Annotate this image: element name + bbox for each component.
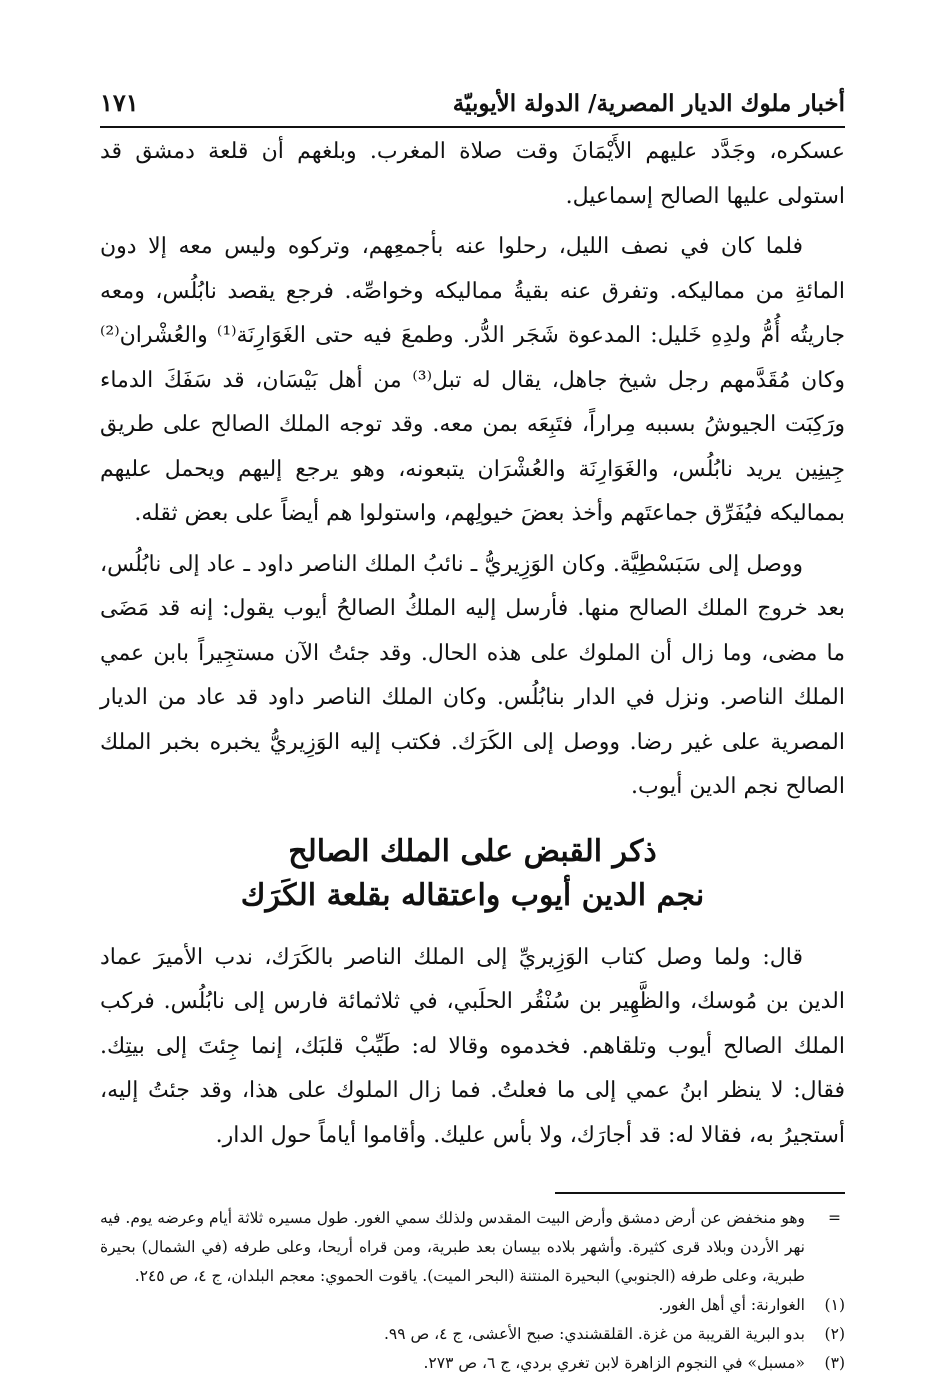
paragraph: عسكره، وجَدَّد عليهم الأَيْمَانَ وقت صلاة المغرب. وبلغهم أن قلعة دمشق قد استولى عليها الصالح إسماعيل.: [100, 139, 845, 209]
footnote-text: بدو البرية القريبة من غزة. القلقشندي: صبح الأعشى، ج ٤، ص ٩٩.: [383, 1325, 805, 1343]
footnote-number: (٣): [824, 1354, 845, 1372]
paragraph: فلما كان في نصف الليل، رحلوا عنه بأجمعِهم، وتركوه وليس معه إلا دون المائةِ من مماليكه. وتفرق عنه بقيةُ مماليكه وخواصِّه. فرجع يقصد نابُلُس، ومعه جاريتُه أُمُّ ولدِهِ خَليل: المدعوة شَجَر الدُّر. وطمعَ فيه حتى الغَوَارِنَة⁽¹⁾ والعُشْران⁽²⁾ وكان مُقَدَّمهم رجل شيخ جاهل، يقال له تبل⁽³⁾ من أهل بَيْسَان، قد سَفَكَ الدماء ورَكِبَت الجيوشُ بسببه مِراراً، فتَبِعَه بمن معه. وقد توجه الملك الصالح على طريق جِينِين يريد نابُلُس، والغَوَارِنَة والعُشْرَان يتبعونه، وهو يرجع إليهم ويحمل عليهم بمماليكه فيُفَرِّق جماعتَهم وأخذ بعضَ خيولِهم، واستولوا هم أيضاً على بعض ثقله.: [100, 234, 845, 526]
footnote-number: (٢): [824, 1325, 845, 1343]
footnote-item: [100, 1291, 845, 1320]
footnote-text: «مسبل» في النجوم الزاهرة لابن تغري بردي، ج ٦، ص ٢٧٣.: [423, 1354, 805, 1372]
book-page: [100, 80, 845, 1378]
section-heading-line-1: ذكر القبض على الملك الصالح: [288, 833, 657, 869]
footnote-continuation-text: وهو منخفض عن أرض دمشق وأرض البيت المقدس ولذلك سمي الغور. طول مسيره ثلاثة أيام وعرضه يوم. فيه نهر الأردن وبلاد قرى كثيرة. وأشهر بلاده بيسان بعد طبرية، ومن قراه أريحا، وعلى طرفه (في الشمال) بحيرة طبرية، وعلى طرفه (الجنوبي) البحيرة المنتنة (البحر الميت). ياقوت الحموي: معجم البلدان، ج ٤، ص ٢٤٥.: [100, 1209, 805, 1285]
continuation-mark: =: [828, 1209, 841, 1227]
footnote-number: (١): [824, 1296, 845, 1314]
footnote-item: [100, 1320, 845, 1349]
footnote-continuation: [100, 1204, 845, 1291]
running-title: أخبار ملوك الديار المصرية/ الدولة الأيوبيّة: [452, 90, 845, 117]
section-heading-line-2: نجم الدين أيوب واعتقاله بقلعة الكَرَك: [240, 877, 705, 913]
footnote-item: [100, 1349, 845, 1378]
page-number: ١٧١: [100, 88, 139, 117]
footnotes: [100, 1204, 845, 1378]
paragraph: قال: ولما وصل كتاب الوَزِيريِّ إلى الملك الناصر بالكَرَك، ندب الأميرَ عماد الدين بن مُوسك، والظَّهِير بن سُنْقُر الحلَبي، في ثلاثمائة فارس إلى نابُلُس. فركب الملك الصالح أيوب وتلقاهم. فخدموه وقالا له: طَيِّبْ قلبَك، إنما جِئتَ إلى بيتِك. فقال: لا ينظر ابنُ عمي إلى ما فعلتُ. فما زال الملوك على هذا، وقد جئتُ إليه، أستجيرُ به، فقالا له: قد أجارَك، ولا بأس عليك. وأقاموا أياماً حول الدار.: [100, 944, 845, 1148]
main-text: [100, 130, 845, 1158]
footnote-text: الغوارنة: أي أهل الغور.: [658, 1296, 805, 1314]
paragraph: ووصل إلى سَبَسْطِيَّة. وكان الوَزِيريُّ ـ نائبُ الملك الناصر داود ـ عاد إلى نابُلُس، بعد خروج الملك الصالح منها. فأرسل إليه الملكُ الصالحُ أيوب يقول: إنه قد مَضَى ما مضى، وما زال أن الملوك على هذه الحال. وقد جئتُ الآن مستجِيراً بابن عمي الملك الناصر. ونزل في الدار بنابُلُس. وكان الملك الناصر داود قد عاد من الديار المصرية على غير رضا. ووصل إلى الكَرَك. فكتب إليه الوَزِيريُّ يخبره بخبر الملك الصالح نجم الدين أيوب.: [100, 551, 845, 799]
section-heading: [100, 830, 845, 918]
footnote-divider: [555, 1192, 845, 1194]
running-header: [100, 80, 845, 128]
